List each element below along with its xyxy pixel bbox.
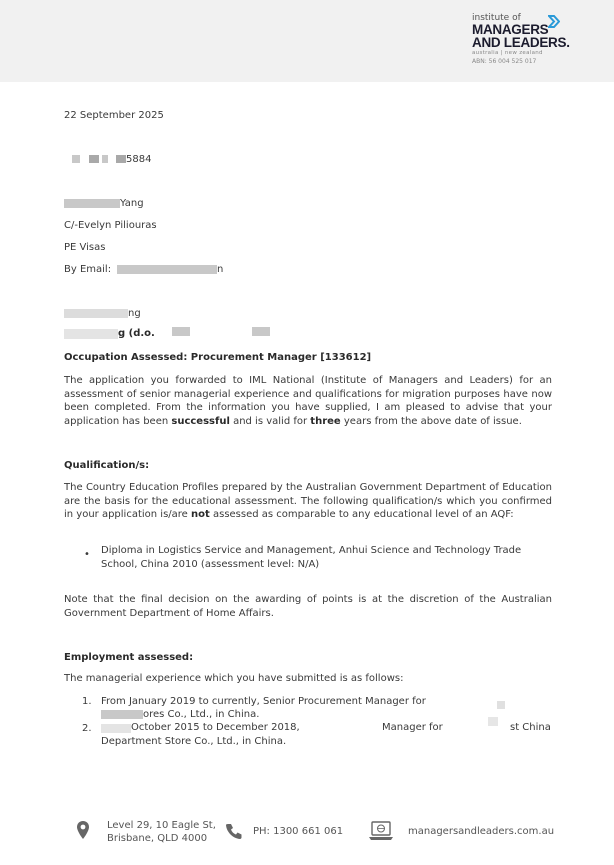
logo-chevron-icon (548, 15, 560, 28)
footer-phone: PH: 1300 661 061 (253, 826, 344, 837)
recipient-company: PE Visas (64, 242, 106, 253)
redaction (252, 327, 270, 336)
points-note: Note that the final decision on the awarding of points is at the discretion of the Australian Government Department of Home Affairs. (64, 594, 552, 619)
footer-address-line-1: Level 29, 10 Eagle St, (107, 820, 216, 831)
subject-line: g (d.o. (118, 328, 155, 339)
employment-heading: Employment assessed: (64, 652, 194, 663)
redaction (116, 155, 126, 163)
redaction (101, 710, 143, 719)
intro-text-1: The application you forwarded to IML National (Institute of Managers and Leaders) for an assessment of senior managerial experience and qualifications for migration purposes have now been completed. From the information you have supplied, I am pleased to advise that your application has been (64, 375, 552, 427)
salutation: ng (128, 308, 141, 319)
qual-bold-not: not (191, 509, 210, 520)
phone-icon (225, 822, 243, 840)
logo-line-1: institute of (472, 13, 521, 23)
redaction (117, 265, 217, 274)
recipient-name: Yang (120, 198, 144, 209)
care-of: C/-Evelyn Piliouras (64, 220, 157, 231)
intro-text-3: years from the above date of issue. (340, 415, 522, 427)
redaction (102, 155, 108, 163)
email-suffix: n (217, 264, 224, 275)
redaction (172, 327, 190, 336)
intro-text-2: and is valid for (229, 415, 311, 427)
qualification-item: Diploma in Logistics Service and Management, Anhui Science and Technology Trade School, China 2010 (assessment level: N/A) (101, 545, 522, 570)
redaction (64, 329, 118, 339)
letterhead (0, 0, 614, 82)
bullet-marker: • (84, 549, 90, 560)
redaction (89, 155, 99, 163)
qualification-heading: Qualification/s: (64, 460, 150, 471)
intro-bold-three: three (310, 415, 341, 427)
abn-number: ABN: 56 004 525 017 (472, 58, 537, 65)
qual-text-2: assessed as comparable to any educational level of an AQF: (209, 509, 514, 520)
intro-bold-successful: successful (171, 415, 230, 427)
employment-item-2-line-1b: Manager for (382, 722, 443, 733)
logo-subtitle: australia | new zealand (472, 50, 543, 56)
redaction (497, 701, 505, 709)
reference-number: 5884 (126, 154, 152, 165)
redaction (64, 309, 128, 318)
footer-website[interactable]: managersandleaders.com.au (408, 826, 555, 837)
employment-intro: The managerial experience which you have submitted is as follows: (64, 673, 404, 684)
redaction (488, 717, 498, 726)
letter-date: 22 September 2025 (64, 110, 164, 121)
logo-line-3: AND LEADERS. (472, 35, 570, 50)
email-label: By Email: (64, 264, 112, 275)
redaction (64, 199, 120, 208)
laptop-web-icon (368, 821, 394, 841)
letter-footer (0, 812, 614, 852)
employment-item-1-line-2: ores Co., Ltd., in China. (143, 709, 260, 720)
employment-item-1-line-1: From January 2019 to currently, Senior Procurement Manager for (101, 696, 426, 707)
employment-item-2-line-1a: October 2015 to December 2018, (131, 722, 300, 733)
intro-paragraph (64, 374, 552, 428)
redaction (101, 724, 131, 733)
employment-item-2-line-1c: st China (510, 722, 551, 733)
qualification-paragraph (64, 481, 552, 522)
redaction (72, 155, 80, 163)
logo-line-2: MANAGERS (472, 22, 549, 37)
qual-text-1: The Country Education Profiles prepared by the Australian Government Department of Education are the basis for the educational assessment. The following qualification/s which you confirmed in your application is/are (64, 482, 552, 520)
employment-item-2-line-2: Department Store Co., Ltd., in China. (101, 736, 287, 747)
iml-logo (472, 13, 582, 66)
location-pin-icon (76, 820, 90, 840)
employment-item-number: 1. (82, 696, 92, 707)
occupation-heading: Occupation Assessed: Procurement Manager [133612] (64, 352, 372, 363)
footer-address-line-2: Brisbane, QLD 4000 (107, 833, 208, 844)
employment-item-number: 2. (82, 723, 92, 734)
